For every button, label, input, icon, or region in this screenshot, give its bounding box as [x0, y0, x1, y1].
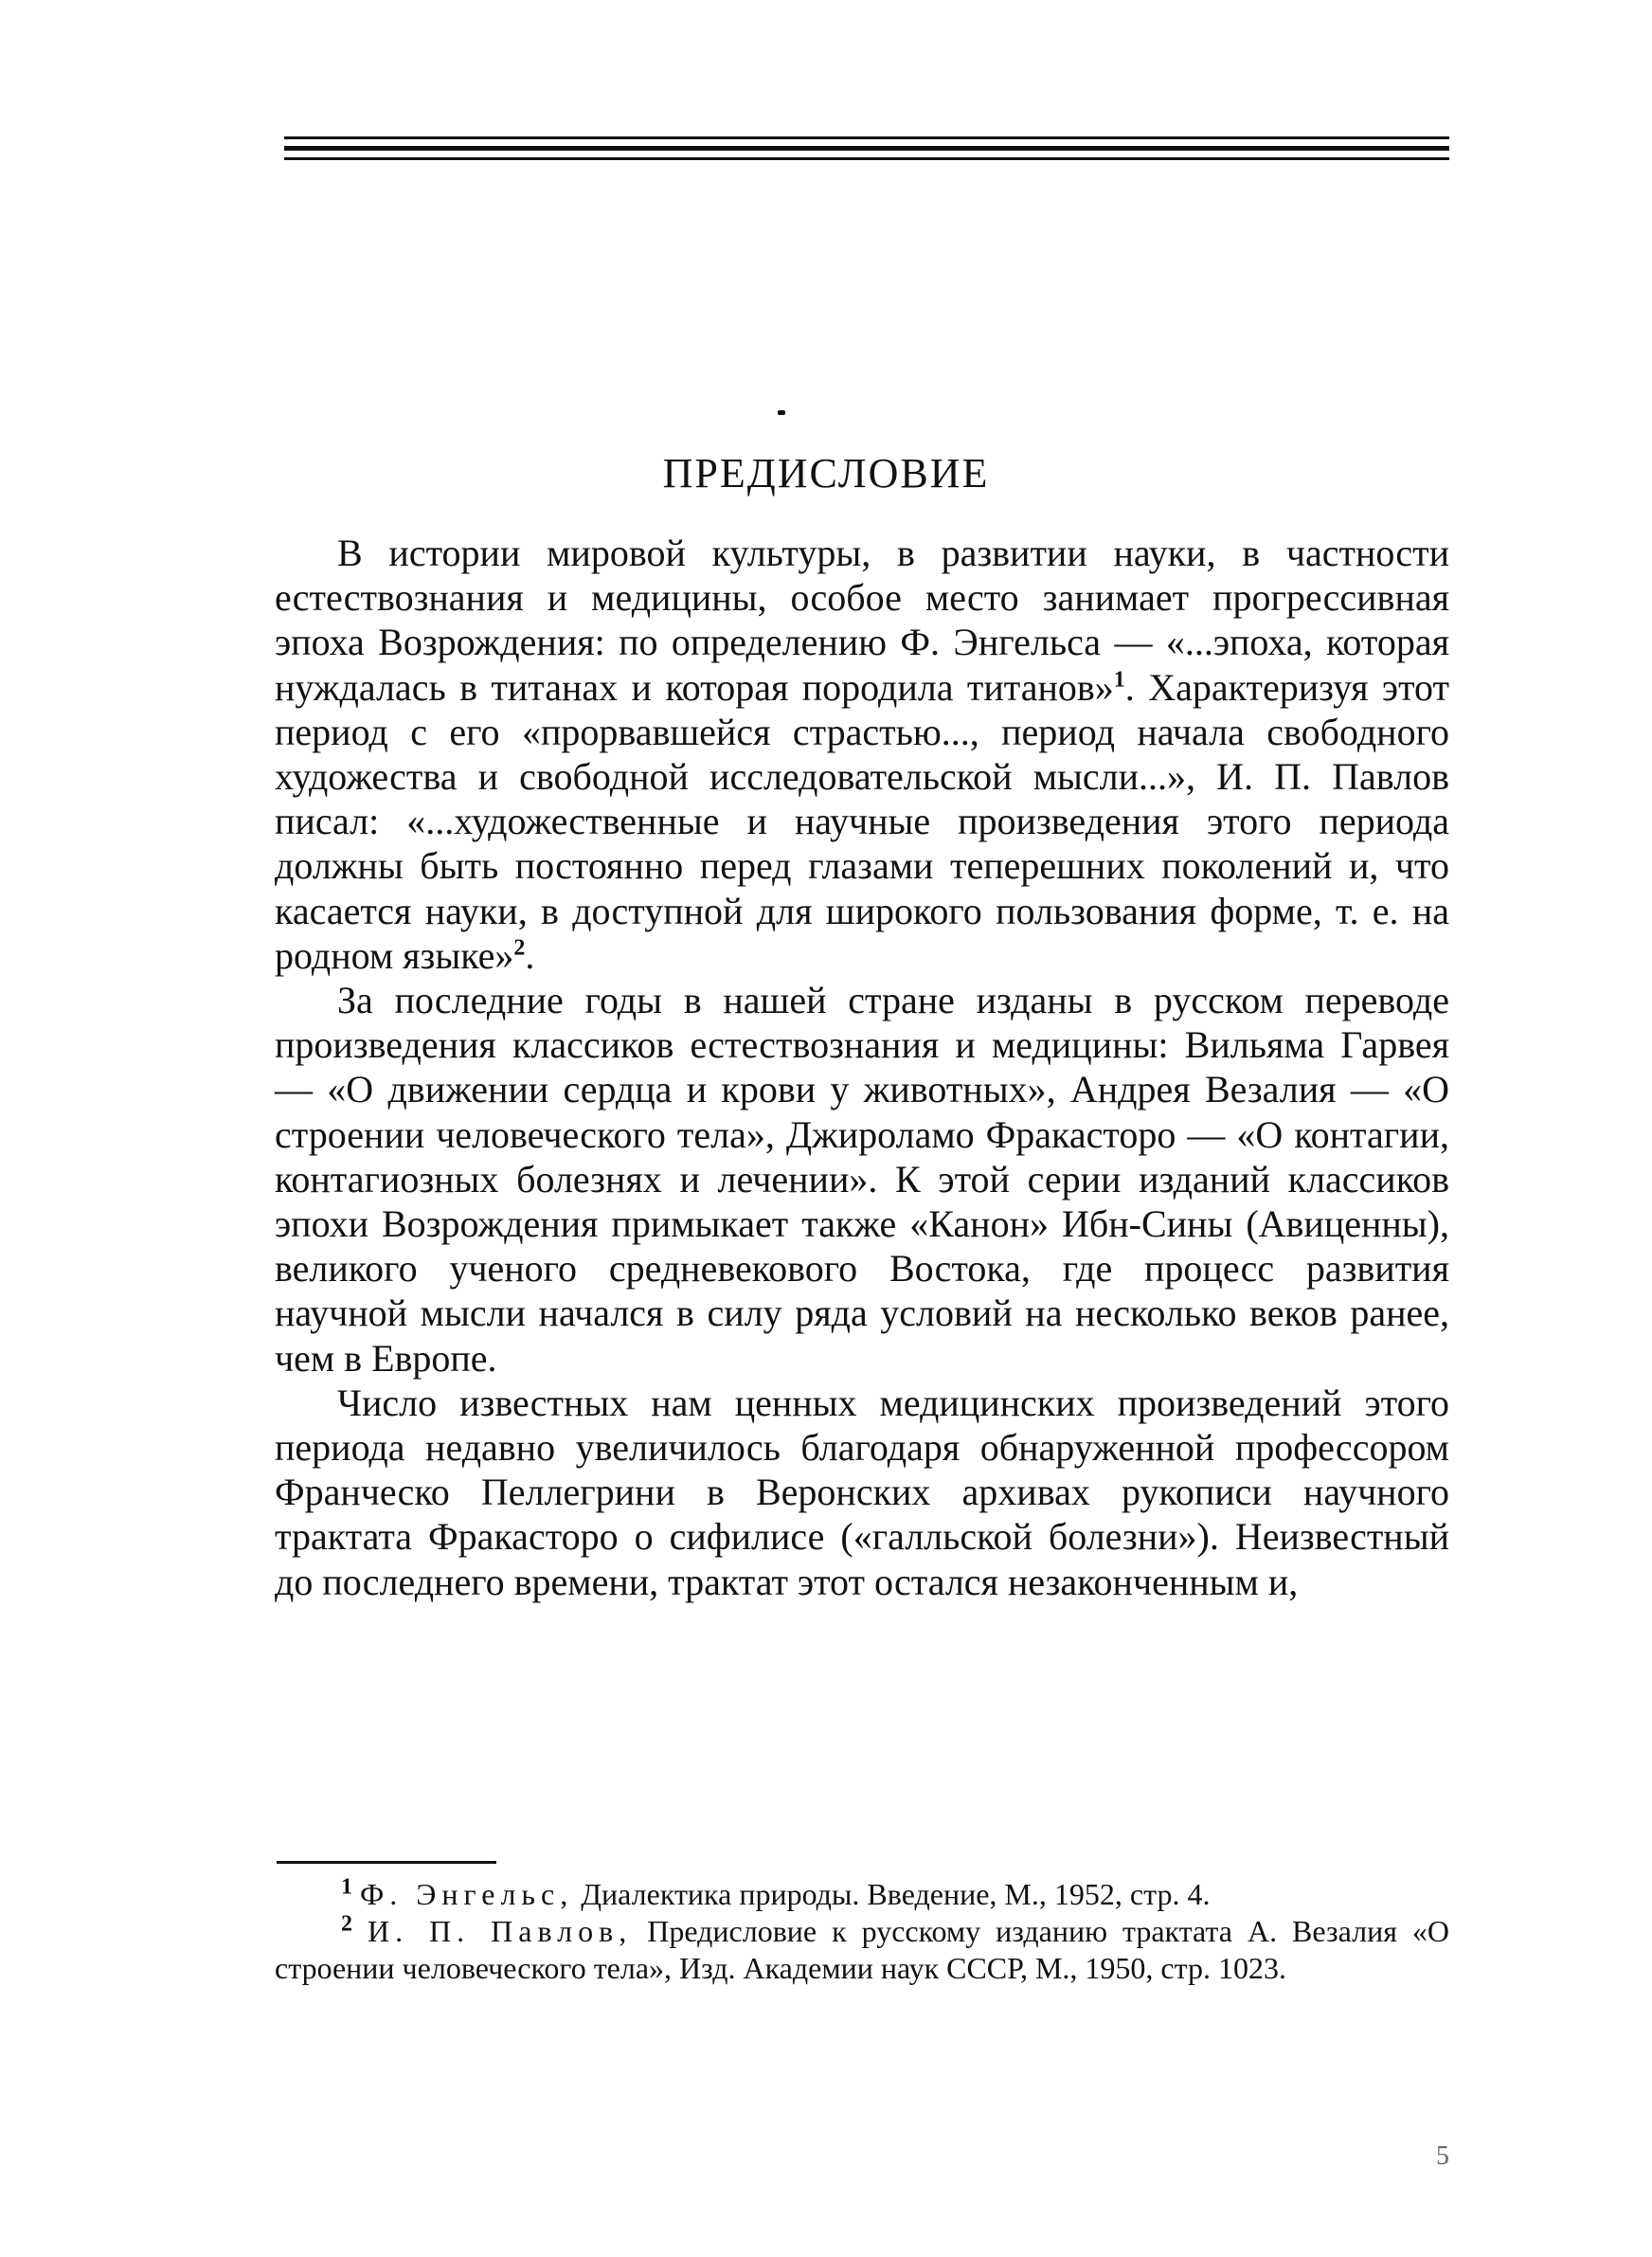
footnote-separator: [277, 1861, 496, 1864]
footnote-1-marker: 1: [341, 1874, 352, 1900]
footnote-2-text: Предисловие к русскому изданию трактата А. Везалия «О строении человеческого тела», Изд. Академии наук СССР, М., 1950, стр. 1023.: [275, 1914, 1450, 1985]
footnote-2-marker: 2: [341, 1911, 352, 1937]
page-number: 5: [1436, 2141, 1449, 2171]
paragraph-3: Число известных нам ценных медицинских произведений этого периода недавно увеличилось благодаря обнаруженной профессором Франческо Пеллегрини в Веронских архивах рукописи научного трактата Фракасторо о сифилисе («галльской болезни»). Неизвестный до последнего времени, трактат этот остался незаконченным и,: [275, 1381, 1449, 1603]
paragraph-1: [275, 531, 1449, 978]
footnotes: [275, 1876, 1449, 1987]
footnote-1-author: Ф. Энгельс,: [360, 1877, 574, 1911]
footnote-1-text: Диалектика природы. Введение, М., 1952, стр. 4.: [573, 1877, 1211, 1911]
footnote-2: [275, 1913, 1449, 1987]
header-rule-middle: [284, 146, 1449, 151]
print-speck: [778, 410, 785, 415]
page-title: ПРЕДИСЛОВИЕ: [662, 450, 990, 497]
footnote-2-author: И. П. Павлов,: [367, 1914, 633, 1948]
header-rule-bottom: [284, 157, 1449, 160]
footnote-ref-2: 2: [513, 935, 526, 961]
paragraph-1-part-a: В истории мировой культуры, в развитии науки, в частности естествознания и медицины, особое место занимает прогрессивная эпоха Возрождения: по определению Ф. Энгельса — «...эпоха, которая нуждалась в титанах и которая породила титанов»: [275, 532, 1449, 709]
main-text: [275, 531, 1449, 1604]
paragraph-1-part-c: .: [525, 933, 535, 977]
header-rule-top: [284, 136, 1449, 139]
header-ornament-rules: [284, 136, 1449, 160]
footnote-ref-1: 1: [1113, 667, 1125, 693]
footnote-1: [275, 1876, 1449, 1913]
paragraph-2: За последние годы в нашей стране изданы в русском переводе произведения классиков естествознания и медицины: Вильяма Гарвея — «О движении сердца и крови у животных», Андрея Везалия — «О строении человеческого тела», Джироламо Фракасторо — «О контагии, контагиозных болезнях и лечении». К этой серии изданий классиков эпохи Возрождения примыкает также «Канон» Ибн-Сины (Авиценны), великого ученого средневекового Востока, где процесс развития научной мысли начался в силу ряда условий на несколько веков ранее, чем в Европе.: [275, 979, 1449, 1380]
paragraph-1-part-b: . Характеризуя этот период с его «прорвавшейся страстью..., период начала свободного художества и свободной исследовательской мысли...», И. П. Павлов писал: «...художественные и научные произведения этого периода должны быть постоянно перед глазами теперешних поколений и, что касается науки, в доступной для широкого пользования форме, т. е. на родном языке»: [275, 665, 1449, 977]
